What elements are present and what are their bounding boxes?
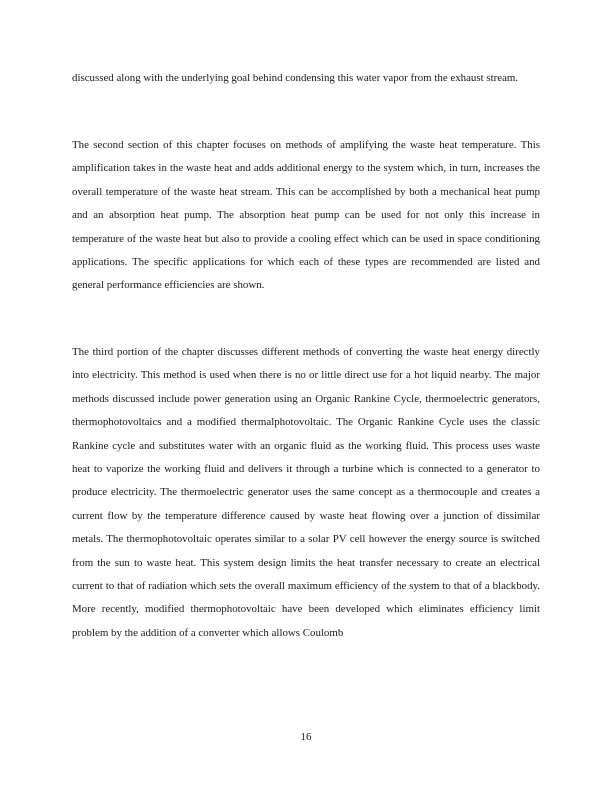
page-number: 16 [300,731,312,743]
paragraph-electricity-conversion: The third portion of the chapter discusses different methods of converting the waste heat energy directly into electricity. This method is used when there is no or little direct use for a hot liquid nearby. The major methods discussed include power generation using an Organic Rankine Cycle, thermoelectric generators, thermophotovoltaics and a modified thermalphotovoltaic. The Organic Rankine Cycle uses the classic Rankine cycle and substitutes water with an organic fluid as the working fluid. This process uses waste heat to vaporize the working fluid and delivers it through a turbine which is connected to a generator to produce electricity. The thermoelectric generator uses the same concept as a thermocouple and creates a current flow by the temperature difference caused by waste heat flowing over a junction of dissimilar metals. The thermophotovoltaic operates similar to a solar PV cell however the energy source is switched from the sun to waste heat. This system design limits the heat transfer necessary to create an electrical current to that of radiation which sets the overall maximum efficiency of the system to that of a blackbody. More recently, modified thermophotovoltaic have been developed which eliminates efficiency limit problem by the addition of a converter which allows Coulomb [72,346,540,639]
paragraph-continuation: discussed along with the underlying goal behind condensing this water vapor from the exhaust stream. [72,72,519,84]
paragraph-heat-amplification: The second section of this chapter focuses on methods of amplifying the waste heat temperature. This amplification takes in the waste heat and adds additional energy to the system which, in turn, increases the overall temperature of the waste heat stream. This can be accomplished by both a mechanical heat pump and an absorption heat pump. The absorption heat pump can be used for not only this increase in temperature of the waste heat but also to provide a cooling effect which can be used in space conditioning applications. The specific applications for which each of these types are recommended are listed and general performance efficiencies are shown. [72,139,540,292]
